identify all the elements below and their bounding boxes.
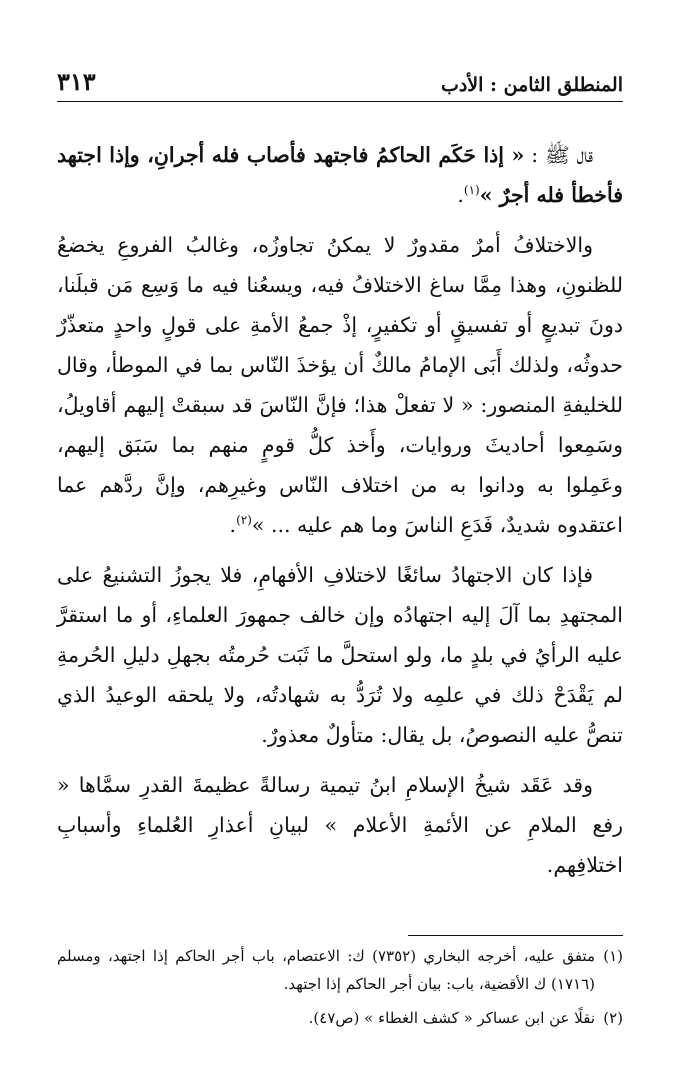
footnote-rule xyxy=(408,935,623,936)
footnote-number: (٢) xyxy=(603,1009,623,1027)
footnote-item xyxy=(57,1004,623,1032)
footnote-item xyxy=(57,942,623,998)
paragraph-hadith xyxy=(57,135,623,215)
footnote-ref-2: (٢) xyxy=(236,513,252,528)
paragraph-ibn-taymiyya: وقد عَقَد شيخُ الإسلامِ ابنُ تيمية رسالةً عظيمةَ القدرِ سمَّاها « رفع الملامِ عن الأئمةِ الأعلام » لبيانِ أعذارِ العُلماءِ وأسبابِ اختلافِهم. xyxy=(57,773,623,877)
footnote-text: متفق عليه، أخرجه البخاري (٧٣٥٢) ك: الاعتصام، باب أجر الحاكم إذا اجتهد، ومسلم (١٧١٦) ك الأقضية، باب: بيان أجر الحاكم إذا اجتهد. xyxy=(57,947,595,993)
paragraph-2-text: والاختلافُ أمرٌ مقدورٌ لا يمكنُ تجاوزُه، وغالبُ الفروعِ يخضعُ للظنونِ، وهذا مِمَّا ساغ الاختلافُ فيه، ويسعُنا فيه ما وَسِع مَن قبلَنا، دونَ تبديعٍ أو تفسيقٍ أو تكفيرٍ، إذْ جمعُ الأمةِ على قولٍ واحدٍ متعذّرٌ حدوثُه، ولذلك أَبَى الإمامُ مالكٌ أن يؤخذَ النّاس بما في الموطأ، وقال للخليفةِ المنصور: « لا تفعلْ هذا؛ فإنَّ النّاسَ قد سبقتْ إليهم أقاويلُ، وسَمِعوا أحاديثَ وروايات، وأَخذ كلُّ قومٍ منهم بما سَبَق إليهم، وعَمِلوا به ودانوا به من اختلاف النّاس وغيرِهم، وإنَّ ردَّهم عما اعتقدوه شديدٌ، فَدَعِ الناسَ وما هم عليه ... » xyxy=(57,233,623,537)
page-number: ٣١٣ xyxy=(57,67,96,96)
hadith-text: « إذا حَكَم الحاكمُ فاجتهد فأصاب فله أجرانِ، وإذا اجتهد فأخطأ فله أجرٌ » xyxy=(57,143,623,207)
paragraph-2-end: . xyxy=(229,513,237,537)
footnotes xyxy=(57,942,623,1038)
main-text xyxy=(57,135,623,895)
footnote-ref-1: (١) xyxy=(463,183,480,198)
paragraph-ijtihad: فإذا كان الاجتهادُ سائغًا لاختلافِ الأفهامِ، فلا يجوزُ التشنيعُ على المجتهدِ بما آلَ إليه اجتهادُه وإن خالف جمهورَ العلماءِ، أو ما استقرَّ عليه الرأيُ في بلدٍ ما، ولو استحلَّ ما ثَبَت حُرمتُه بجهلِ دليلِ الحُرمةِ لم يَقْدَحْ ذلك في علمِه ولا تُرَدُّ به شهادتُه، ولا يلحقه الوعيدُ الذي تنصُّ عليه النصوصُ، بل يقال: متأولٌ معذورٌ. xyxy=(57,563,623,747)
hadith-intro: قال ﷺ : xyxy=(524,143,593,167)
hadith-end: . xyxy=(457,183,464,207)
footnote-number: (١) xyxy=(603,947,623,965)
footnote-text: نقلًا عن ابن عساكر « كشف الغطاء » (ص٤٧). xyxy=(308,1009,595,1027)
running-head: المنطلق الثامن : الأدب xyxy=(440,74,623,96)
paragraph-disagreement xyxy=(57,225,623,545)
header-rule xyxy=(57,101,623,102)
page-header xyxy=(57,60,623,96)
